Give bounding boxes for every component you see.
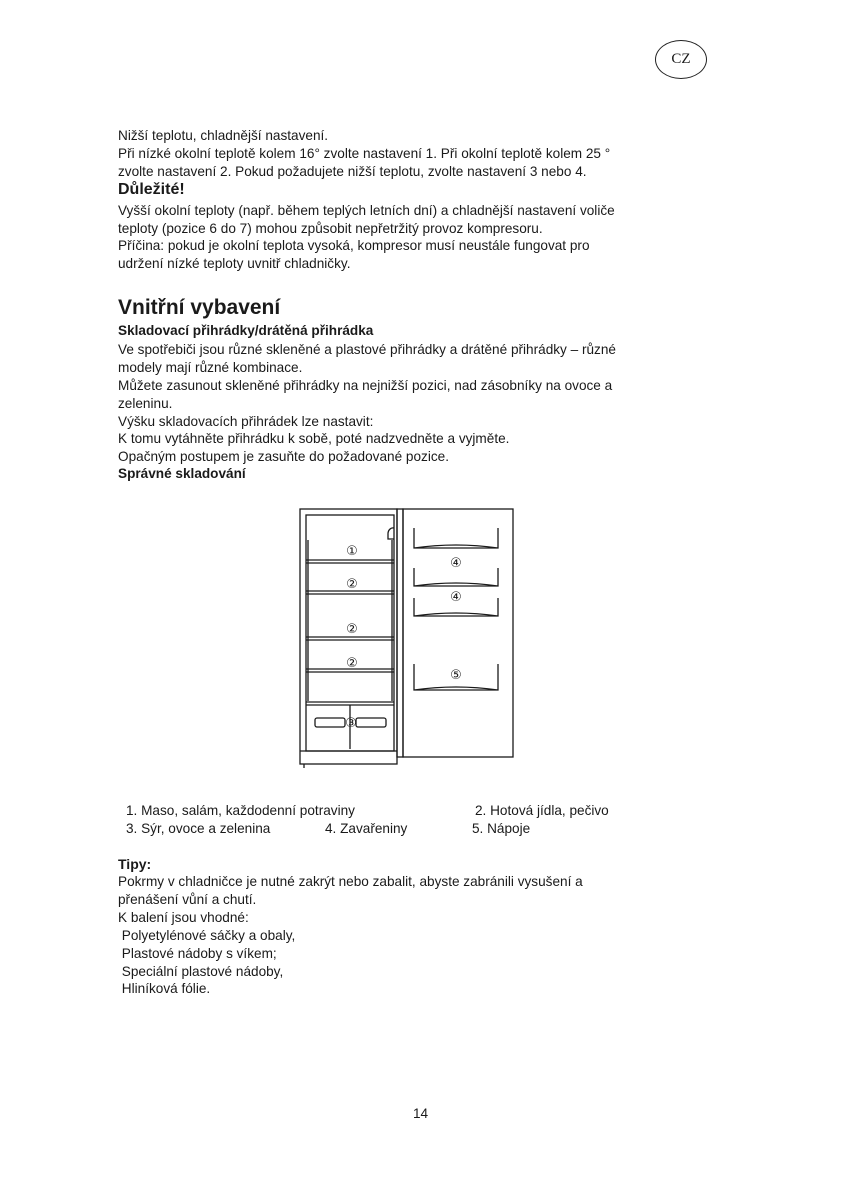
door-balcony-top bbox=[414, 528, 498, 548]
intro-line-3: zvolte nastavení 2. Pokud požadujete nižší teplotu, zvolte nastavení 3 nebo 4. bbox=[118, 164, 587, 179]
legend-item-1: 1. Maso, salám, každodenní potraviny bbox=[126, 803, 355, 818]
language-badge bbox=[655, 40, 707, 79]
important-line-3: Příčina: pokud je okolní teplota vysoká, kompresor musí neustále fungovat pro bbox=[118, 238, 590, 253]
crisper-handle-left bbox=[315, 718, 345, 727]
marker-5: ⑤ bbox=[450, 668, 462, 683]
legend-item-2: 2. Hotová jídla, pečivo bbox=[475, 803, 609, 818]
storage-heading: Správné skladování bbox=[118, 466, 246, 481]
important-line-2: teploty (pozice 6 do 7) mohou způsobit nepřetržitý provoz kompresoru. bbox=[118, 221, 543, 236]
equipment-line-3: Můžete zasunout skleněné přihrádky na nejnižší pozici, nad zásobníky na ovoce a bbox=[118, 378, 613, 393]
intro-line-1: Nižší teplotu, chladnější nastavení. bbox=[118, 128, 329, 143]
important-line-1: Vyšší okolní teploty (např. během teplých letních dní) a chladnější nastavení voliče bbox=[118, 203, 615, 218]
marker-2c: ② bbox=[346, 656, 358, 671]
marker-4a: ④ bbox=[450, 556, 462, 571]
tips-line-2: přenášení vůní a chutí. bbox=[118, 892, 257, 907]
lamp-housing bbox=[388, 528, 394, 539]
language-badge-label: CZ bbox=[671, 51, 691, 67]
important-line-4: udržení nízké teploty uvnitř chladničky. bbox=[118, 256, 351, 271]
crisper-handle-right bbox=[356, 718, 386, 727]
legend-item-4: 4. Zavařeniny bbox=[325, 821, 408, 836]
equipment-line-7: Opačným postupem je zasuňte do požadované pozice. bbox=[118, 449, 449, 464]
equipment-line-4: zeleninu. bbox=[118, 396, 173, 411]
marker-4b: ④ bbox=[450, 590, 462, 605]
marker-2b: ② bbox=[346, 622, 358, 637]
tips-line-6: Speciální plastové nádoby, bbox=[118, 964, 284, 979]
tips-heading: Tipy: bbox=[118, 856, 152, 872]
equipment-line-5: Výšku skladovacích přihrádek lze nastavit: bbox=[118, 414, 374, 429]
equipment-heading: Vnitřní vybavení bbox=[118, 296, 281, 319]
important-heading: Důležité! bbox=[118, 181, 185, 198]
equipment-subheading: Skladovací přihrádky/drátěná přihrádka bbox=[118, 323, 374, 338]
tips-line-1: Pokrmy v chladničce je nutné zakrýt nebo zabalit, abyste zabránili vysušení a bbox=[118, 874, 583, 889]
marker-3: ③ bbox=[345, 716, 357, 731]
page-number: 14 bbox=[412, 1106, 429, 1121]
tips-line-7: Hliníková fólie. bbox=[118, 981, 211, 996]
marker-2a: ② bbox=[346, 577, 358, 592]
door-outline bbox=[403, 509, 513, 757]
tips-line-5: Plastové nádoby s víkem; bbox=[118, 946, 277, 961]
fridge-interior-diagram bbox=[296, 506, 516, 768]
equipment-line-2: modely mají různé kombinace. bbox=[118, 360, 303, 375]
equipment-line-1: Ve spotřebiči jsou různé skleněné a plastové přihrádky a drátěné přihrádky – různé bbox=[118, 342, 616, 357]
door-hinge-strip bbox=[397, 509, 403, 757]
tips-line-3: K balení jsou vhodné: bbox=[118, 910, 249, 925]
legend-item-5: 5. Nápoje bbox=[472, 821, 531, 836]
tips-line-4: Polyetylénové sáčky a obaly, bbox=[118, 928, 296, 943]
equipment-line-6: K tomu vytáhněte přihrádku k sobě, poté nadzvedněte a vyjměte. bbox=[118, 431, 510, 446]
legend-item-3: 3. Sýr, ovoce a zelenina bbox=[126, 821, 271, 836]
intro-line-2: Při nízké okolní teplotě kolem 16° zvolte nastavení 1. Při okolní teplotě kolem 25 ° bbox=[118, 146, 611, 161]
marker-1: ① bbox=[346, 544, 358, 559]
